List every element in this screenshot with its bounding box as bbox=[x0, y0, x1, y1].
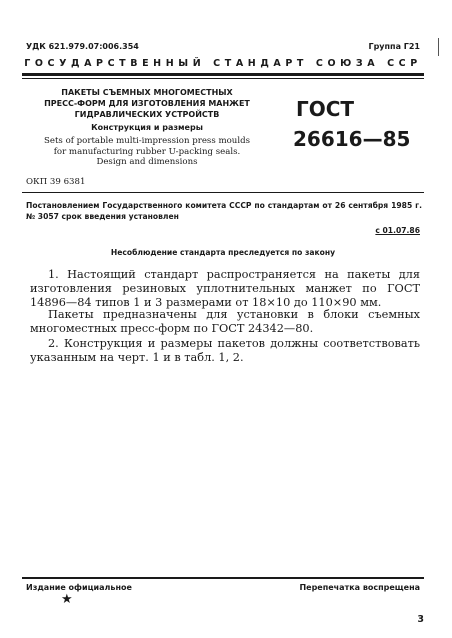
corner-mark bbox=[438, 38, 439, 56]
english-title-line-3: Design and dimensions bbox=[96, 157, 198, 167]
star-icon: ★ bbox=[61, 592, 73, 607]
title-line-2: ПРЕСС-ФОРМ ДЛЯ ИЗГОТОВЛЕНИЯ МАНЖЕТ bbox=[44, 99, 250, 108]
english-title bbox=[22, 136, 272, 168]
gost-number: 26616—85 bbox=[293, 127, 411, 151]
official-edition: Издание официальное bbox=[26, 583, 132, 592]
page-number: 3 bbox=[417, 614, 424, 625]
udk-code: УДК 621.979.07:006.354 bbox=[26, 42, 139, 51]
paragraph-2: Пакеты предназначены для установки в блоки съемных многоместных пресс-форм по ГОСТ 24342—80. bbox=[30, 308, 420, 335]
header-rule-thick bbox=[22, 73, 424, 76]
english-title-line-1: Sets of portable multi-impression press moulds bbox=[44, 136, 250, 146]
title-line-1: ПАКЕТЫ СЪЕМНЫХ МНОГОМЕСТНЫХ bbox=[61, 88, 233, 97]
title-line-3: ГИДРАВЛИЧЕСКИХ УСТРОЙСТВ bbox=[74, 110, 220, 119]
paragraph-3: 2. Конструкция и размеры пакетов должны соответствовать указанным на черт. 1 и в табл. 1, 2. bbox=[30, 337, 420, 364]
document-subtitle: Конструкция и размеры bbox=[91, 123, 203, 132]
reprint-note: Перепечатка воспрещена bbox=[299, 583, 420, 592]
decree-text: Постановлением Государственного комитета СССР по стандартам от 26 сентября 1985 г. № 3057 срок введения установлен bbox=[26, 201, 422, 221]
noncompliance-note: Несоблюдение стандарта преследуется по закону bbox=[110, 248, 336, 257]
okp-code: ОКП 39 6381 bbox=[26, 177, 86, 187]
group-code: Группа Г21 bbox=[368, 42, 420, 51]
document-title bbox=[22, 87, 272, 120]
gost-label: ГОСТ bbox=[296, 97, 355, 121]
header-rule-thin bbox=[22, 78, 424, 79]
effective-date: с 01.07.86 bbox=[375, 226, 420, 235]
english-title-line-2: for manufacturing rubber U-packing seals. bbox=[53, 146, 241, 157]
standard-title: ГОСУДАРСТВЕННЫЙ СТАНДАРТ СОЮЗА ССР bbox=[24, 58, 422, 69]
section-rule bbox=[22, 192, 424, 193]
footer-rule bbox=[22, 577, 424, 579]
paragraph-1: 1. Настоящий стандарт распространяется на пакеты для изготовления резиновых уплотнительных манжет по ГОСТ 14896—84 типов 1 и 3 размерами от 18×10 до 110×90 мм. bbox=[30, 268, 420, 309]
